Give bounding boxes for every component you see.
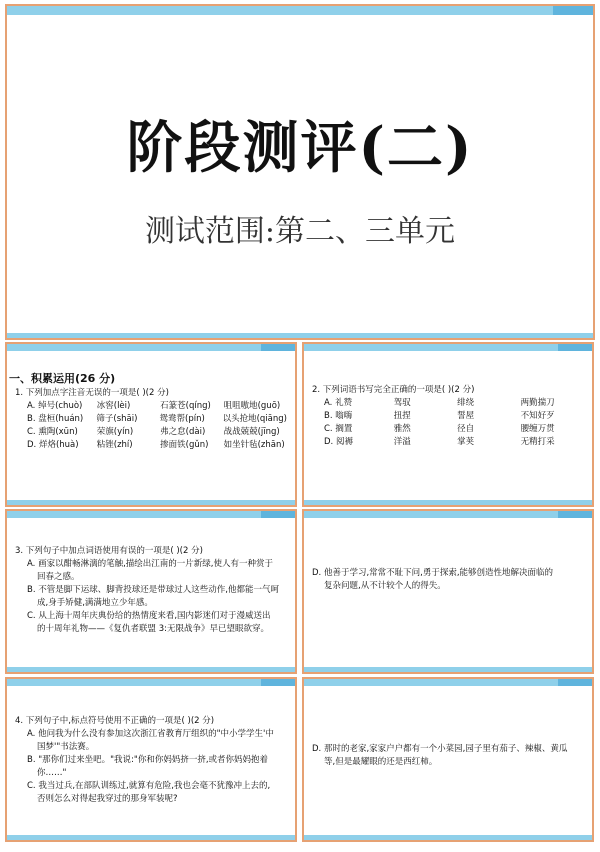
option-d-line1: D. 他善于学习,常常不耻下问,勇于探索,能够创造性地解决面临的 [312,568,554,578]
page-subtitle: 测试范围:第二、三单元 [144,214,456,249]
slide-bottom-bar [304,667,592,672]
option-b-line1: B. 不管是脚下运球、脚背投球还是带球过人这些动作,他都能一气呵 [27,585,279,595]
option-b-line2: 成,身手矫健,满满地立少年感。 [37,598,153,608]
option-c-line1: C. 我当过兵,在部队训练过,就算有危险,我也会毫不犹豫冲上去的, [27,781,271,791]
page-title: 阶段测评(二) [126,115,474,181]
slide-top-bar [304,679,592,686]
option-c-line1: C. 从上海十周年庆典份给的热情度来看,国内影迷们对于漫威送出 [27,611,271,621]
slide-question-3 [5,509,297,674]
slide-top-bar [7,511,295,518]
question-text: 1. 下列加点字注音无误的一项是( )(2 分) [15,388,169,398]
option-row-c: C. 搁置 雅然 径自 腰缠万贯 [324,424,555,434]
slide-question-4-continued [302,677,594,842]
option-row-d: D. 烊烙(huà) 粘锉(zhí) 掺面铁(gǔn) 如坐针毡(zhān) [27,440,285,450]
title-slide [5,4,595,340]
option-a-line2: 回春之感。 [37,572,80,582]
slide-question-3-continued [302,509,594,674]
slide-top-bar [7,679,295,686]
option-d-line2: 等,但是最耀眼的还是西红柿。 [324,757,438,767]
option-row-a: A. 礼赞 驾驭 绯绕 两勤揣刀 [324,398,555,408]
section-heading: 一、积累运用(26 分) [9,372,116,385]
slide-top-bar [304,344,592,351]
option-d-line1: D. 那时的老家,家家户户都有一个小菜园,园子里有茄子、辣椒、黄瓜 [312,744,568,754]
slide-bottom-bar [7,835,295,840]
slide-bottom-bar [7,500,295,505]
slide-top-bar [7,344,295,351]
option-a-line2: 国梦'"书法赛。 [37,742,95,752]
option-a-line1: A. 画家以酣畅淋漓的笔触,描绘出江南的一片新绿,使人有一种赏于 [27,559,273,569]
option-c-line2: 否则怎么对得起我穿过的那身军装呢? [37,794,178,804]
option-b-line2: 你……" [37,768,67,778]
option-c-line2: 的十周年礼物——《复仇者联盟 3:无限战争》早已望眼欲穿。 [37,624,269,634]
question-text: 2. 下列词语书写完全正确的一项是( )(2 分) [312,385,475,395]
option-row-b: B. 嗡嗨 扭捏 誓屋 不知好歹 [324,411,555,421]
option-d-line2: 复杂问题,从不计较个人的得失。 [324,581,446,591]
option-a-line1: A. 他问我为什么没有参加这次浙江省教育厅组织的"中小学学生'中 [27,729,274,739]
slide-bottom-bar [304,835,592,840]
slide-question-1 [5,342,297,507]
slide-bottom-bar [7,333,593,338]
slide-top-bar [7,6,593,15]
slide-bottom-bar [7,667,295,672]
slide-top-bar [304,511,592,518]
question-text: 3. 下列句子中加点词语使用有误的一项是( )(2 分) [15,546,203,556]
option-row-a: A. 绰号(chuò) 冰窖(lèi) 石篆苍(qíng) 咀咀嗷地(guō) [27,401,281,411]
question-text: 4. 下列句子中,标点符号使用不正确的一项是( )(2 分) [15,716,215,726]
slide-top-bar-accent [553,6,593,15]
option-row-d: D. 阅褥 洋溢 掌荚 无精打采 [324,437,555,447]
slide-question-2 [302,342,594,507]
option-row-b: B. 盘桓(huán) 筛子(shāi) 鸳鸯帮(pín) 以头抢地(qiāng) [27,414,287,424]
slide-question-4 [5,677,297,842]
slide-bottom-bar [304,500,592,505]
option-b-line1: B. "那你们过来坐吧。"我说:"你和你妈妈挤一挤,或者你妈妈抱着 [27,755,269,765]
option-row-c: C. 熏陶(xūn) 荣旗(yín) 弗之怠(dài) 战战兢兢(jīng) [27,427,280,437]
